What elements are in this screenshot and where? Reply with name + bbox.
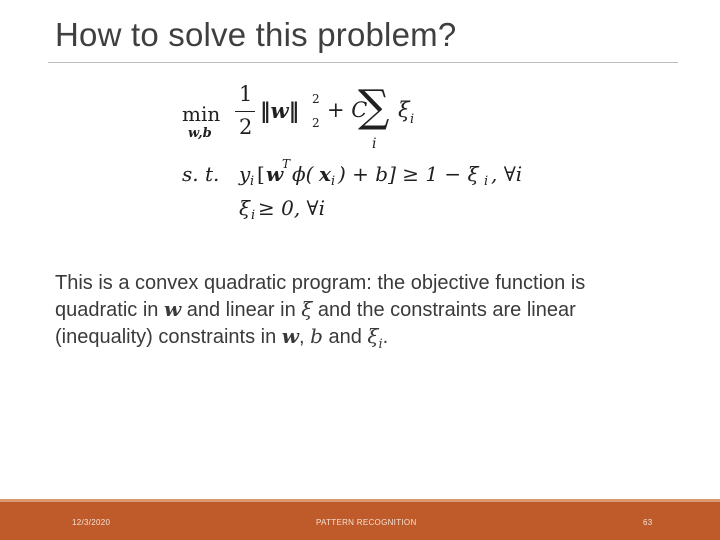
math-xi: ξ [301, 297, 313, 321]
slide-title: How to solve this problem? [55, 16, 457, 53]
footer-course-title: PATTERN RECOGNITION [316, 518, 417, 527]
norm-w: ‖w‖ [260, 98, 300, 123]
y-symbol: y [239, 162, 251, 186]
plus-c: + C [327, 98, 368, 122]
fraction-bar [235, 111, 255, 112]
xi-nonneg-symbol: ξ [239, 196, 251, 220]
nonneg-constraint: ≥ 0, ∀i [258, 196, 326, 220]
fraction-denominator: 2 [239, 115, 253, 139]
text-segment: and [322, 326, 368, 348]
phi-symbol: ϕ( [292, 162, 314, 186]
x-symbol: x [319, 162, 331, 186]
subject-to-label: s. t. [182, 162, 220, 186]
math-xi: ξ [367, 324, 379, 348]
sum-subscript: i [372, 136, 377, 152]
open-bracket: [ [257, 162, 265, 186]
min-operator: min [182, 102, 221, 126]
text-segment: , [299, 326, 311, 348]
min-subscript: w,b [188, 126, 212, 141]
sum-symbol: ∑ [358, 81, 390, 132]
norm-superscript: 2 [312, 92, 320, 106]
constraint-xi-subscript: i [484, 174, 489, 189]
y-subscript: i [250, 174, 255, 189]
fraction-numerator: 1 [239, 82, 253, 106]
w-symbol: w [266, 162, 284, 186]
title-divider [48, 62, 678, 63]
xi-nonneg-subscript: i [251, 208, 256, 223]
xi-subscript: i [410, 112, 415, 127]
math-b: b [310, 324, 323, 348]
math-xi-subscript: i [378, 337, 383, 352]
forall-clause: , ∀i [491, 162, 523, 186]
norm-subscript: 2 [312, 116, 320, 130]
footer-date: 12/3/2020 [72, 518, 111, 527]
x-subscript: i [331, 174, 336, 189]
explanation-paragraph [55, 270, 655, 358]
text-segment: This is a convex quadratic program: the objective function is quadratic in [55, 272, 586, 321]
math-w: w [281, 324, 299, 348]
xi-symbol: ξ [398, 98, 410, 122]
constraint-rest: ) + b] ≥ 1 − ξ [338, 162, 479, 186]
math-w: w [163, 297, 182, 321]
text-segment: . [382, 326, 389, 348]
text-segment: and linear in [181, 299, 302, 321]
optimization-formula [182, 80, 562, 240]
text-segment: and the constraints are linear (inequality) constraints in [55, 299, 576, 348]
transpose-superscript: T [282, 157, 291, 171]
slide-number: 63 [643, 518, 653, 527]
